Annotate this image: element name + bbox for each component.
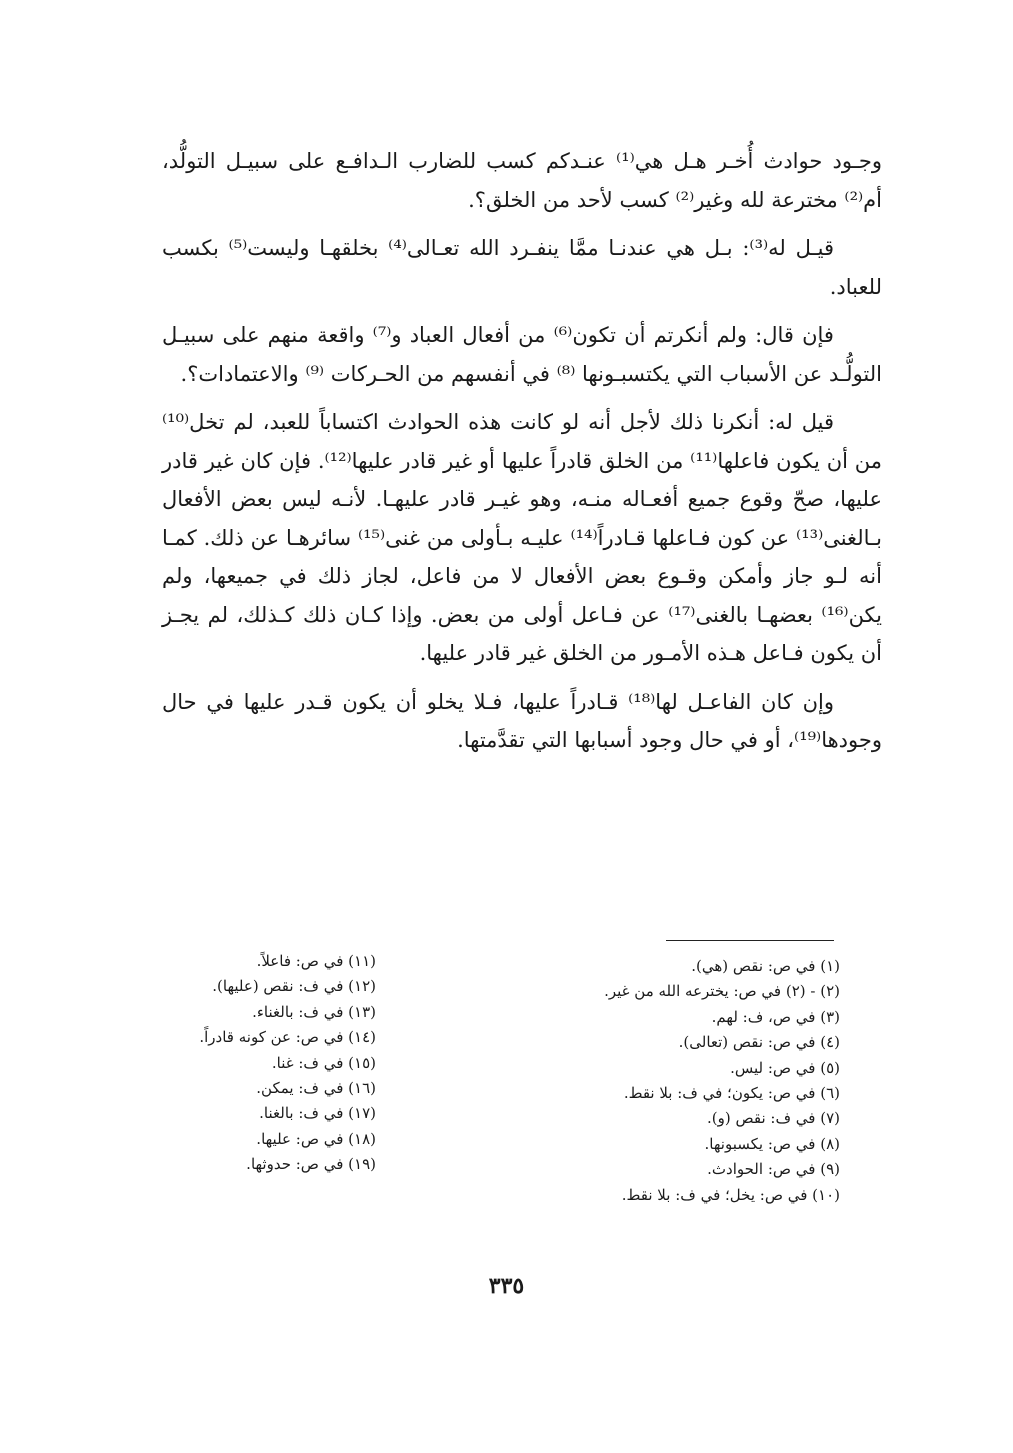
footnote: (٣) في ص، ف: لهم.	[711, 1007, 840, 1026]
paragraph-2: قيـل له⁽³⁾: بـل هي عندنـا ممَّا ينفـرد الله تعـالى⁽⁴⁾ بخلقهـا وليست⁽⁵⁾ بكسب للعباد.	[162, 236, 882, 299]
footnote: (١٣) في ف: بالغناء.	[252, 1002, 376, 1021]
footnotes-right-column	[604, 954, 840, 1208]
main-text	[162, 142, 882, 770]
footnote: (١٥) في ف: غنا.	[271, 1053, 376, 1072]
footnote: (١٤) في ص: عن كونه قادراً.	[199, 1028, 376, 1047]
footnote: (٥) في ص: ليس.	[730, 1058, 840, 1077]
footnote: (٢) - (٢) في ص: يخترعه الله من غير.	[604, 982, 840, 1001]
footnote: (١٦) في ف: يمكن.	[256, 1079, 376, 1098]
footnote: (٨) في ص: يكسبونها.	[704, 1134, 840, 1153]
footnote: (١٨) في ص: عليها.	[256, 1129, 376, 1148]
footnote: (١٩) في ص: حدوثها.	[246, 1155, 376, 1174]
paragraph-4: قيل له: أنكرنا ذلك لأجل أنه لو كانت هذه الحوادث اكتساباً للعبد، لم تخل⁽¹⁰⁾ من أن يكون فاعلها⁽¹¹⁾ من الخلق قادراً عليها أو غير قادر عليها⁽¹²⁾. فإن كان غير قادر عليها، صحّ وقوع جميع أفعـاله منـه، وهو غيـر قادر عليهـا. لأنـه ليس بعض الأفعال بـالغنى⁽¹³⁾ عن كون فـاعلها قـادراً⁽¹⁴⁾ عليـه بـأولى من غنى⁽¹⁵⁾ سائرهـا عن ذلك. كمـا أنه لـو جاز وأمكن وقـوع بعض الأفعال لا من فاعل، لجاز ذلك في جميعها، ولم يكن⁽¹⁶⁾ بعضهـا بالغنى⁽¹⁷⁾ عن فـاعل أولى من بعض. وإذا كـان ذلك كـذلك، لم يجـز أن يكون فـاعل هـذه الأمـور من الخلق غير قادر عليها.	[162, 410, 883, 665]
footnote: (١٢) في ف: نقص (عليها).	[212, 977, 376, 996]
footnote: (١) في ص: نقص (هي).	[691, 957, 840, 975]
footnote: (٧) في ف: نقص (و).	[707, 1109, 840, 1128]
paragraph-3: فإن قال: ولم أنكرتم أن تكون⁽⁶⁾ من أفعال العباد و⁽⁷⁾ واقعة منهم على سبيـل التولُّـد عن الأسباب التي يكتسبـونها ⁽⁸⁾ في أنفسهم من الحـركات ⁽⁹⁾ والاعتمادات؟.	[162, 323, 882, 386]
footnote-divider	[666, 940, 834, 941]
footnote: (١٠) في ص: يخل؛ في ف: بلا نقط.	[621, 1185, 840, 1204]
footnote: (٩) في ص: الحوادث.	[707, 1160, 840, 1179]
paragraph-1: وجـود حوادث أُخـر هـل هي⁽¹⁾ عنـدكم كسب للضارب الـدافـع على سبيـل التولُّد، أم⁽²⁾ مخترعة لله وغير⁽²⁾ كسب لأحد من الخلق؟.	[162, 149, 882, 212]
footnote: (١١) في ص: فاعلاً.	[256, 952, 376, 970]
paragraph-5: وإن كان الفاعـل لها⁽¹⁸⁾ قـادراً عليها، فـلا يخلو أن يكون قـدر عليها في حال وجودها⁽¹⁹⁾، أو في حال وجود أسبابها التي تقدَّمتها.	[162, 689, 882, 752]
footnote: (٤) في ص: نقص (تعالى).	[678, 1033, 840, 1052]
page-number: ٣٣٥	[488, 1273, 525, 1299]
footnote: (٦) في ص: يكون؛ في ف: بلا نقط.	[623, 1084, 840, 1103]
footnotes-left-column	[199, 949, 376, 1178]
footnote: (١٧) في ف: بالغنا.	[259, 1104, 376, 1123]
